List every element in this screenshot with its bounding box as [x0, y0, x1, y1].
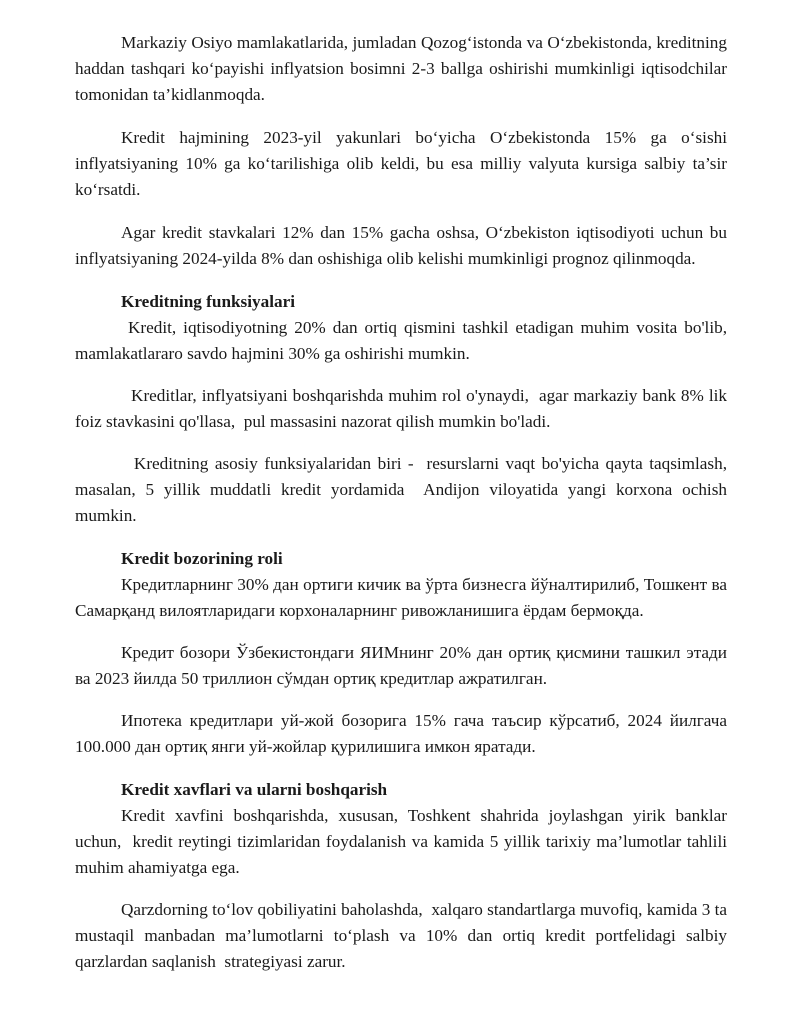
document-page — [75, 30, 732, 975]
intro-paragraph-3: Agar kredit stavkalari 12% dan 15% gacha oshsa, O‘zbekiston iqtisodiyoti uchun bu inflyatsiyaning 2024-yilda 8% dan oshishiga olib kelishi mumkinligi prognoz qilinmoqda. — [75, 223, 727, 268]
section-2-paragraph-1: Кредитларнинг 30% дан ортиги кичик ва ўрта бизнесга йўналтирилиб, Тошкент ва Самарқанд вилоятларидаги корхоналарнинг ривожланишига ёрдам бермоқда. — [75, 575, 727, 620]
intro-paragraph-1: Markaziy Osiyo mamlakatlarida, jumladan Qozog‘istonda va O‘zbekistonda, kreditning haddan tashqari ko‘payishi inflyatsion bosimni 2-3 ballga oshirishi mumkinligi iqtisodchilar tomonidan ta’kidlanmoqda. — [75, 33, 727, 104]
section-heading-credit-market-role: Kredit bozorining roli — [121, 549, 283, 568]
section-1-paragraph-3: Kreditning asosiy funksiyalaridan biri - resurslarni vaqt bo'yicha qayta taqsimlash, masalan, 5 yillik muddatli kredit yordamida Andijon viloyatida yangi korxona ochish mumkin. — [75, 454, 732, 525]
section-2-paragraph-3: Ипотека кредитлари уй-жой бозорига 15% гача таъсир кўрсатиб, 2024 йилгача 100.000 дан ортиқ янги уй-жойлар қурилишига имкон яратади. — [75, 711, 727, 756]
section-3-paragraph-1: Kredit xavfini boshqarishda, xususan, Toshkent shahrida joylashgan yirik banklar uchun, kredit reytingi tizimlaridan foydalanish va kamida 5 yillik tarixiy ma’lumotlar tahlili muhim ahamiyatga ega. — [75, 806, 732, 877]
section-3-paragraph-2: Qarzdorning to‘lov qobiliyatini baholashda, xalqaro standartlarga muvofiq, kamida 3 ta mustaqil manbadan ma’lumotlarni to‘plash va 10% dan ortiq kredit portfelidagi salbiy qarzlardan saqlanish strategiyasi zarur. — [75, 900, 732, 971]
section-2-paragraph-2: Кредит бозори Ўзбекистондаги ЯИМнинг 20% дан ортиқ қисмини ташкил этади ва 2023 йилда 50 триллион сўмдан ортиқ кредитлар ажратилган. — [75, 643, 727, 688]
section-heading-credit-functions: Kreditning funksiyalari — [121, 292, 295, 311]
section-1-paragraph-2: Kreditlar, inflyatsiyani boshqarishda muhim rol o'ynaydi, agar markaziy bank 8% lik foiz stavkasini qo'llasa, pul massasini nazorat qilish mumkin bo'ladi. — [75, 386, 732, 431]
section-1-paragraph-1: Kredit, iqtisodiyotning 20% dan ortiq qismini tashkil etadigan muhim vosita bo'lib, mamlakatlararo savdo hajmini 30% ga oshirishi mumkin. — [75, 318, 732, 363]
intro-paragraph-2: Kredit hajmining 2023-yil yakunlari bo‘yicha O‘zbekistonda 15% ga o‘sishi inflyatsiyaning 10% ga ko‘tarilishiga olib keldi, bu esa milliy valyuta kursiga salbiy ta’sir ko‘rsatdi. — [75, 128, 727, 199]
section-heading-credit-risks: Kredit xavflari va ularni boshqarish — [121, 780, 388, 799]
